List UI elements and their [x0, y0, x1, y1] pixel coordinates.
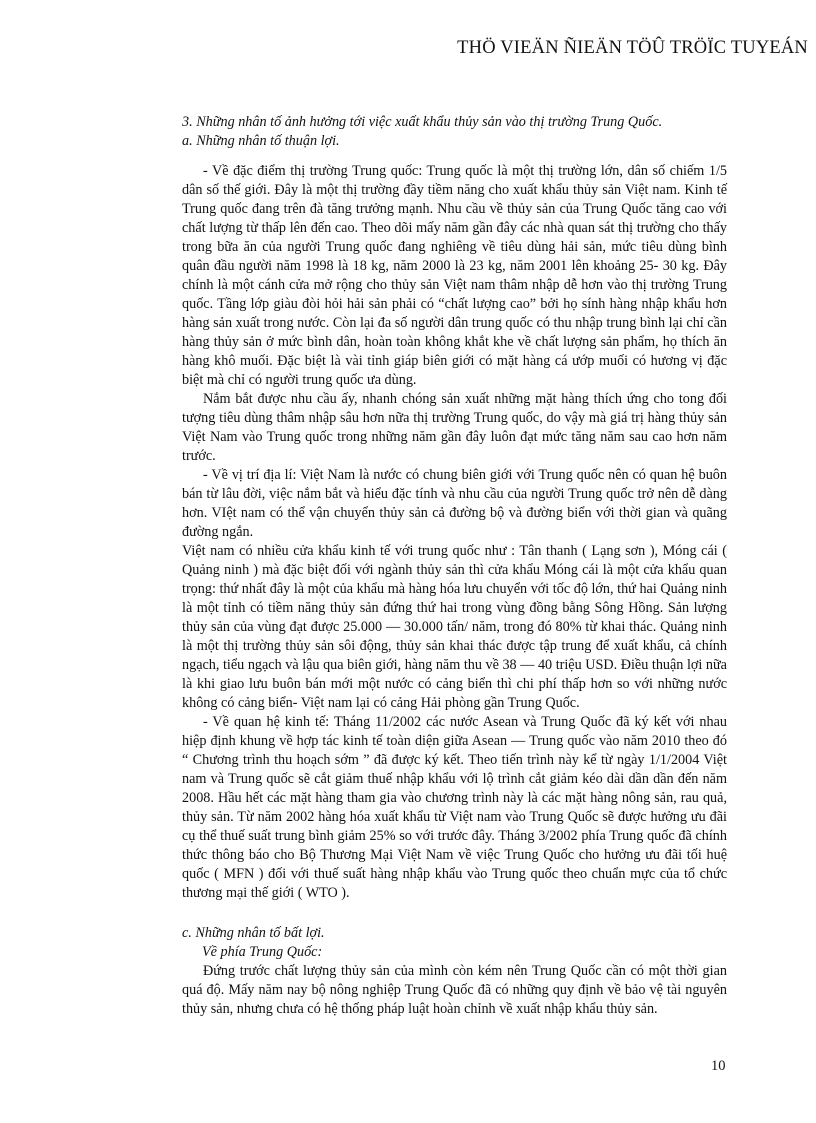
document-body [182, 113, 727, 1019]
paragraph-market-demand: Nắm bắt được nhu cầu ấy, nhanh chóng sản xuất những mặt hàng thích ứng cho tong đối tượng tiêu dùng thâm nhập sâu hơn nữa thị trường Trung quốc, do vậy mà giá trị hàng thủy sản Việt Nam vào Trung quốc trong những năm gần đây luôn đạt mức tăng năm sau cao hơn năm trước. [182, 391, 727, 464]
paragraph-unfavorable-factors: Đứng trước chất lượng thủy sản của mình còn kém nên Trung Quốc cần có một thời gian quá độ. Mấy năm nay bộ nông nghiệp Trung Quốc đã có những quy định về bảo vệ tài nguyên thủy sản, nhưng chưa có hệ thống pháp luật hoàn chỉnh về xuất nhập khẩu thủy sản. [182, 963, 727, 1017]
paragraph-market-characteristics: - Về đặc điểm thị trường Trung quốc: Trung quốc là một thị trường lớn, dân số chiếm 1/5 dân số thế giới. Đây là một thị trường đầy tiềm năng cho xuất khẩu thủy sản Việt nam. Kinh tế Trung quốc đang trên đà tăng trưởng mạnh. Nhu cầu về thủy sản của Trung Quốc tăng cao với chất lượng từ thấp lên đến cao. Theo dõi mấy năm gần đây các nhà quan sát thị trường cho thấy trong bữa ăn của người Trung quốc đang nghiêng về tiêu dùng hải sản, mức tiêu dùng bình quân đầu người năm 1998 là 18 kg, năm 2000 là 23 kg, năm 2001 lên khoảng 25- 30 kg. Đây chính là một cánh cửa mở rộng cho thủy sản Việt nam thâm nhập dễ hơn vào thị trường Trung quốc. Tầng lớp giàu đòi hỏi hải sản phải có “chất lượng cao” bởi họ sính hàng nhập khẩu hơn hàng sản xuất trong nước. Còn lại đa số người dân trung quốc có thu nhập trung bình lại chỉ cần hàng thủy sản ở mức bình dân, hoàn toàn không khắt khe về chất lượng sản phẩm, họ thích ăn hàng khô muối. Đặc biệt là vài tỉnh giáp biên giới có mặt hàng cá ướp muối có hương vị đặc biệt mà chỉ có người trung quốc ưa dùng. [182, 163, 727, 388]
subsection-c-subheading: Về phía Trung Quốc: [202, 944, 323, 960]
subsection-a-heading: a. Những nhân tố thuận lợi. [182, 133, 340, 149]
page-number: 10 [711, 1058, 726, 1074]
header-title: THÖ VIEÄN ÑIEÄN TÖÛ TRÖÏC TUYEÁN [457, 38, 808, 58]
paragraph-geography: - Về vị trí địa lí: Việt Nam là nước có chung biên giới với Trung quốc nên có quan hệ buôn bán từ lâu đời, việc nắm bắt và hiểu đặc tính và nhu cầu của người Trung quốc trở nên dễ dàng hơn. VIệt nam có thể vận chuyển thủy sản cả đường bộ và đường biển với thời gian và quãng đường ngắn. [182, 467, 727, 540]
paragraph-border-gates: Việt nam có nhiều cửa khẩu kinh tế với trung quốc như : Tân thanh ( Lạng sơn ), Móng cái ( Quảng ninh ) mà đặc biệt đối với ngành thủy sản thì cửa khẩu Móng cái là một cửa khẩu quan trọng: thứ nhất đây là một của khẩu mà hàng hóa lưu chuyển với tốc độ lớn, thứ hai Quảng ninh là một tỉnh có tiềm năng thủy sản đứng thứ hai trong vùng đồng bằng Sông Hồng. Sản lượng thủy sản của vùng đạt được 25.000 — 30.000 tấn/ năm, trong đó 80% từ khai thác. Quảng ninh là một thị trường thủy sản sôi động, thủy sản khai thác được tập trung để xuất khẩu, cả chính ngạch, tiểu ngạch và lậu qua biên giới, hàng năm thu về 38 — 40 triệu USD. Điều thuận lợi nữa là khi giao lưu buôn bán mới một nước có cảng biển thì chi phí thấp hơn so với những nước không có cảng biển- Việt nam lại có cảng Hải phòng gần Trung Quốc. [182, 543, 727, 711]
paragraph-economic-relations: - Về quan hệ kinh tế: Tháng 11/2002 các nước Asean và Trung Quốc đã ký kết với nhau hiệp định khung về hợp tác kinh tế toàn diện giữa Asean — Trung quốc vào năm 2010 theo đó “ Chương trình thu hoạch sớm ” đã được ký kết. Theo tiến trình này kể từ ngày 1/1/2004 Việt nam và Trung quốc sẽ cắt giảm thuế nhập khẩu với lộ trình cắt giảm kéo dài dần dần đến năm 2008. Hầu hết các mặt hàng tham gia vào chương trình này là các mặt hàng nông sản, rau quả, thủy sản. Từ năm 2002 hàng hóa xuất khẩu từ Việt nam vào Trung Quốc sẽ được hưởng ưu đãi cụ thể thuế suất trung bình giảm 25% so với trước đây. Tháng 3/2002 phía Trung quốc đã chính thức thông báo cho Bộ Thương Mại Việt Nam về việc Trung Quốc cho hưởng ưu đãi tối huệ quốc ( MFN ) đối với thuế suất hàng nhập khẩu vào Trung quốc theo chuẩn mực của tổ chức thương mại thế giới ( WTO ). [182, 714, 727, 901]
subsection-c-heading: c. Những nhân tố bất lợi. [182, 925, 325, 941]
section-heading: 3. Những nhân tố ảnh hưởng tới việc xuất khẩu thủy sản vào thị trường Trung Quốc. [182, 114, 663, 130]
